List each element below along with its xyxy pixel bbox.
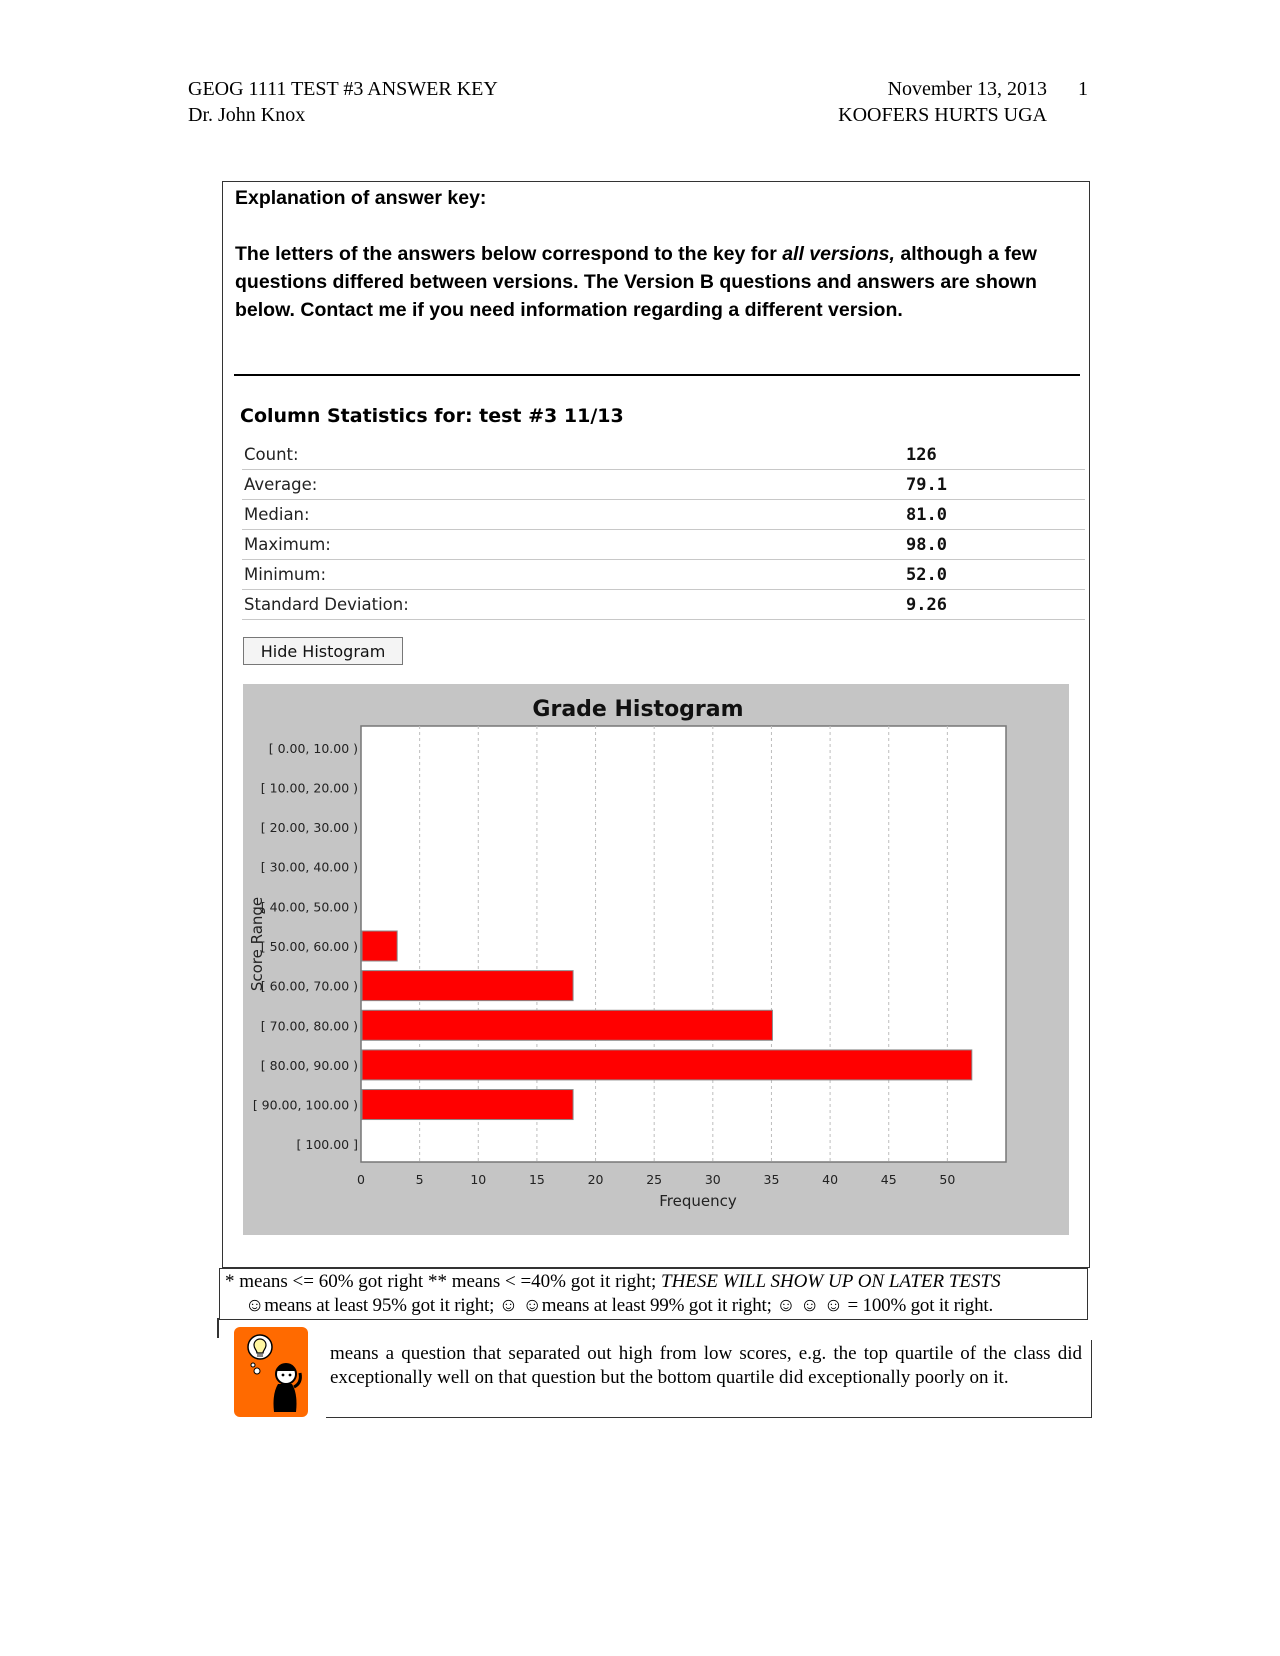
explanation-title: Explanation of answer key: xyxy=(235,187,487,209)
stat-value: 81.0 xyxy=(906,505,947,525)
document-header-right xyxy=(838,76,1047,128)
y-tick-label: [ 10.00, 20.00 ) xyxy=(260,780,358,796)
x-tick-label: 30 xyxy=(704,1172,721,1187)
legend-warning-text: THESE WILL SHOW UP ON LATER TESTS xyxy=(661,1271,1001,1292)
stat-value: 98.0 xyxy=(906,535,947,555)
section-divider xyxy=(234,374,1080,376)
document-header-left xyxy=(188,76,498,128)
legend-smiley-text: ☺means at least 95% got it right; ☺ ☺means at least 99% got it right; ☺ ☺ ☺ = 100% got it right. xyxy=(245,1295,993,1316)
x-tick-label: 45 xyxy=(880,1172,897,1187)
stat-row xyxy=(242,500,1085,530)
explanation-text-start: The letters of the answers below correspond to the key for xyxy=(235,243,783,265)
explanation-text-end: although a few questions differed between versions. The Version B questions and answers are shown below. Contact me if you need information regarding a different version. xyxy=(235,243,1037,321)
x-tick-label: 15 xyxy=(528,1172,545,1187)
y-axis-label: Score Range xyxy=(248,896,266,992)
stat-value: 9.26 xyxy=(906,595,947,615)
x-tick-label: 0 xyxy=(357,1172,365,1187)
stat-row xyxy=(242,560,1085,590)
stats-title: Column Statistics for: test #3 11/13 xyxy=(240,405,624,427)
legend-star-text: * means <= 60% got right ** means < =40% got it right; xyxy=(225,1271,662,1292)
legend-left-rule xyxy=(217,1318,219,1338)
stat-row xyxy=(242,440,1085,470)
histogram-bar xyxy=(362,971,573,1001)
y-tick-label: [ 60.00, 70.00 ) xyxy=(260,978,358,994)
explanation-text xyxy=(235,240,1075,324)
page-number: 1 xyxy=(1078,78,1088,100)
stat-value: 79.1 xyxy=(906,475,947,495)
y-tick-label: [ 20.00, 30.00 ) xyxy=(260,820,358,836)
y-tick-label: [ 30.00, 40.00 ) xyxy=(260,859,358,875)
stat-label: Count: xyxy=(244,445,299,464)
x-tick-label: 35 xyxy=(763,1172,780,1187)
y-tick-label: [ 90.00, 100.00 ) xyxy=(252,1097,358,1113)
discriminator-text: means a question that separated out high from low scores, e.g. the top quartile of the class did exceptionally well on that question but the bottom quartile did exceptionally poorly on it. xyxy=(330,1343,1082,1388)
instructor-name: Dr. John Knox xyxy=(188,104,306,126)
y-tick-label: [ 40.00, 50.00 ) xyxy=(260,899,358,915)
x-tick-label: 50 xyxy=(939,1172,956,1187)
stat-label: Minimum: xyxy=(244,565,327,584)
hide-histogram-button[interactable]: Hide Histogram xyxy=(243,637,403,665)
histogram-panel xyxy=(243,684,1069,1235)
y-tick-label: [ 80.00, 90.00 ) xyxy=(260,1057,358,1073)
explanation-section xyxy=(235,184,1075,324)
stat-value: 126 xyxy=(906,445,937,465)
histogram-bar xyxy=(362,1090,573,1120)
thinking-person-lightbulb-icon xyxy=(234,1327,308,1417)
x-tick-label: 5 xyxy=(415,1172,424,1187)
header-watermark: KOOFERS HURTS UGA xyxy=(838,104,1047,126)
grade-histogram-chart xyxy=(243,684,1069,1235)
y-tick-label: [ 100.00 ] xyxy=(296,1137,358,1153)
y-tick-label: [ 70.00, 80.00 ) xyxy=(260,1018,358,1034)
stat-label: Standard Deviation: xyxy=(244,595,409,614)
x-axis-label: Frequency xyxy=(659,1192,737,1210)
test-date: November 13, 2013 xyxy=(887,78,1047,100)
stat-label: Maximum: xyxy=(244,535,331,554)
y-tick-label: [ 50.00, 60.00 ) xyxy=(260,939,358,954)
x-tick-label: 25 xyxy=(646,1172,663,1187)
explanation-text-italic: all versions, xyxy=(782,243,895,265)
stat-row xyxy=(242,590,1085,620)
legend-line-1 xyxy=(225,1271,1001,1293)
y-tick-label: [ 0.00, 10.00 ) xyxy=(268,740,358,756)
histogram-bar xyxy=(362,1010,772,1040)
stat-value: 52.0 xyxy=(906,565,947,585)
histogram-bar xyxy=(362,931,397,961)
histogram-bar xyxy=(362,1050,972,1080)
x-tick-label: 10 xyxy=(470,1172,487,1187)
x-tick-label: 20 xyxy=(587,1172,604,1187)
stat-label: Median: xyxy=(244,505,310,524)
stat-label: Average: xyxy=(244,475,318,494)
stat-row xyxy=(242,530,1085,560)
course-title: GEOG 1111 TEST #3 ANSWER KEY xyxy=(188,78,498,100)
chart-title: Grade Histogram xyxy=(532,697,744,722)
stats-table xyxy=(242,440,1085,620)
x-tick-label: 40 xyxy=(822,1172,839,1187)
stat-row xyxy=(242,470,1085,500)
